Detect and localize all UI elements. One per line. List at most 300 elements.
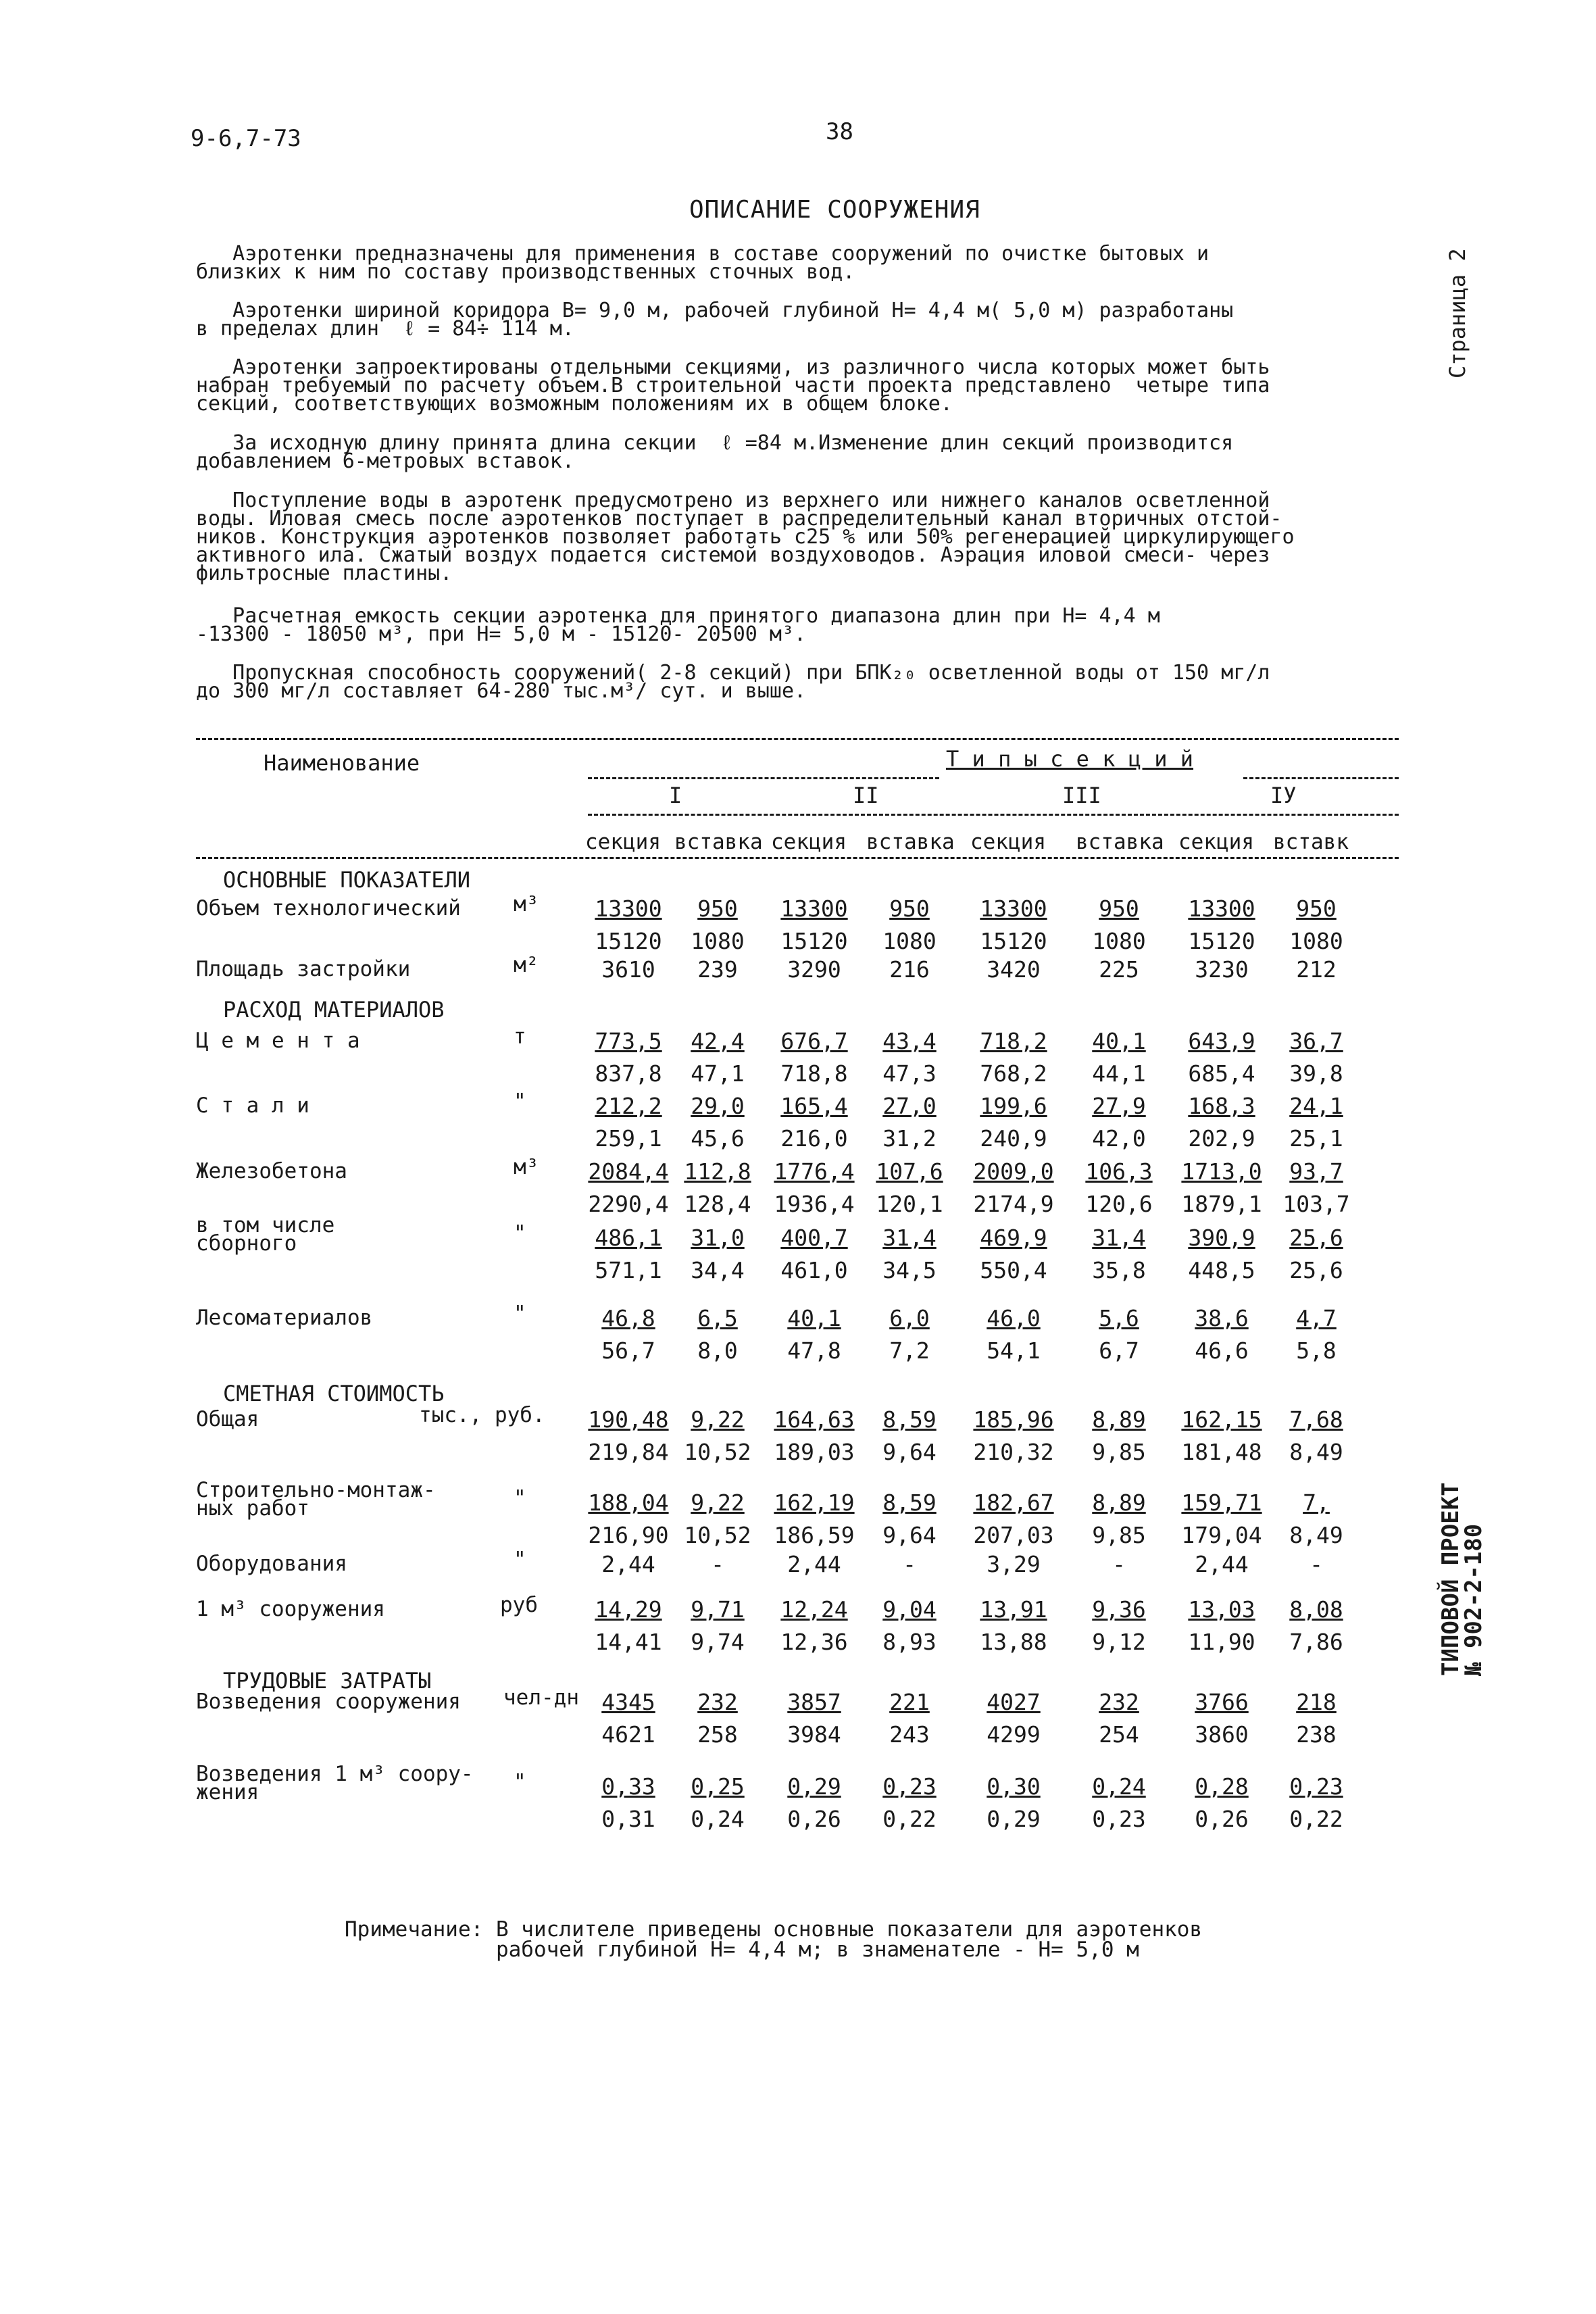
types-rule-right	[1243, 777, 1399, 779]
table-cell-numerator	[862, 1306, 957, 1331]
row-label: Ц е м е н т а	[196, 1029, 360, 1053]
table-cell-numerator	[581, 1226, 676, 1250]
cell-value: 239	[697, 956, 738, 983]
cell-value: 3610	[601, 956, 655, 983]
table-cell-numerator	[862, 958, 957, 982]
cell-value: 2084,4	[588, 1158, 669, 1185]
table-cell-denominator: 120,6	[1085, 1191, 1153, 1217]
table-cell-denominator: 0,26	[787, 1806, 841, 1832]
project-line-1: ТИПОВОЙ ПРОЕКТ	[1437, 1482, 1464, 1676]
cell-value: -	[711, 1551, 724, 1577]
cell-value: -	[903, 1551, 916, 1577]
table-cell-numerator	[1174, 958, 1269, 982]
cell-value: 9,22	[691, 1490, 745, 1516]
table-cell-denominator: 15120	[1188, 928, 1255, 954]
row-unit: тыс., руб.	[419, 1403, 545, 1427]
table-cell-numerator	[966, 1491, 1061, 1515]
type-header-3: III	[1062, 783, 1101, 808]
table-cell-denominator: 9,64	[882, 1522, 937, 1548]
table-cell-numerator	[966, 1775, 1061, 1799]
table-cell-denominator: 39,8	[1289, 1060, 1343, 1087]
cell-value: 2,44	[601, 1551, 655, 1577]
cell-value: 3290	[787, 956, 841, 983]
table-cell-numerator	[1269, 958, 1364, 982]
table-cell-numerator	[670, 1408, 765, 1432]
cell-value: 190,48	[588, 1406, 669, 1433]
row-unit: м³	[514, 892, 539, 916]
table-cell-denominator: 219,84	[588, 1439, 669, 1465]
table-cell-numerator	[670, 958, 765, 982]
table-cell-numerator	[1269, 1094, 1364, 1118]
cell-value: 159,71	[1181, 1490, 1262, 1516]
table-cell-denominator: 8,49	[1289, 1522, 1343, 1548]
cell-value: 7,68	[1289, 1406, 1343, 1433]
table-cell-numerator	[1174, 1029, 1269, 1054]
page-title: ОПИСАНИЕ СООРУЖЕНИЯ	[689, 196, 980, 224]
cell-value: 13,03	[1188, 1596, 1255, 1623]
header-bottom-rule	[196, 857, 1399, 859]
table-cell-numerator	[581, 1775, 676, 1799]
table-cell-numerator	[1174, 1690, 1269, 1715]
table-cell-denominator: 8,49	[1289, 1439, 1343, 1465]
table-cell-denominator: 186,59	[774, 1522, 855, 1548]
cell-value: 40,1	[787, 1305, 841, 1331]
table-cell-denominator: 10,52	[684, 1439, 751, 1465]
table-cell-denominator: 34,5	[882, 1257, 937, 1283]
cell-value: 950	[1296, 895, 1337, 922]
cell-value: 31,0	[691, 1225, 745, 1251]
cell-value: 221	[889, 1689, 930, 1715]
cell-value: 232	[1099, 1689, 1139, 1715]
row-label: Возведения сооружения	[196, 1690, 461, 1714]
table-cell-denominator: 54,1	[987, 1337, 1041, 1364]
table-cell-numerator	[581, 1160, 676, 1184]
table-cell-numerator	[1174, 1094, 1269, 1118]
cell-value: 218	[1296, 1689, 1337, 1715]
cell-value: 168,3	[1188, 1093, 1255, 1119]
cell-value: 8,08	[1289, 1596, 1343, 1623]
cell-value: 950	[697, 895, 738, 922]
table-cell-denominator: 25,1	[1289, 1125, 1343, 1152]
table-cell-numerator	[966, 897, 1061, 921]
table-cell-numerator	[966, 1160, 1061, 1184]
table-cell-numerator	[581, 1094, 676, 1118]
table-cell-numerator	[862, 1775, 957, 1799]
cell-value: 107,6	[876, 1158, 943, 1185]
table-cell-denominator: 25,6	[1289, 1257, 1343, 1283]
cell-value: 773,5	[595, 1028, 662, 1054]
table-cell-numerator	[767, 1598, 862, 1622]
table-cell-numerator	[670, 1029, 765, 1054]
cell-value: 225	[1099, 956, 1139, 983]
cell-value: -	[1310, 1551, 1323, 1577]
table-cell-denominator: 46,6	[1195, 1337, 1249, 1364]
table-cell-numerator	[670, 1491, 765, 1515]
row-label: Оборудования	[196, 1552, 347, 1576]
table-cell-numerator	[1269, 1775, 1364, 1799]
cell-value: 0,23	[1289, 1773, 1343, 1800]
table-cell-numerator	[1072, 1094, 1166, 1118]
table-cell-denominator: 238	[1296, 1721, 1337, 1748]
cell-value: 718,2	[980, 1028, 1047, 1054]
table-cell-denominator: 240,9	[980, 1125, 1047, 1152]
row-unit: "	[514, 1548, 526, 1572]
cell-value: 188,04	[588, 1490, 669, 1516]
table-cell-numerator	[767, 1306, 862, 1331]
cell-value: 6,0	[889, 1305, 930, 1331]
table-cell-denominator: 31,2	[882, 1125, 937, 1152]
cell-value: 0,25	[691, 1773, 745, 1800]
section-title-labor: ТРУДОВЫЕ ЗАТРАТЫ	[223, 1668, 432, 1694]
cell-value: 8,59	[882, 1406, 937, 1433]
cell-value: 390,9	[1188, 1225, 1255, 1251]
table-cell-denominator: 448,5	[1188, 1257, 1255, 1283]
table-cell-numerator	[862, 1226, 957, 1250]
cell-value: 0,29	[787, 1773, 841, 1800]
table-cell-numerator	[581, 1598, 676, 1622]
table-cell-denominator: 1080	[1289, 928, 1343, 954]
table-cell-denominator: 9,64	[882, 1439, 937, 1465]
cell-value: 4345	[601, 1689, 655, 1715]
table-cell-numerator	[1174, 1491, 1269, 1515]
table-cell-denominator: 34,4	[691, 1257, 745, 1283]
cell-value: 46,8	[601, 1305, 655, 1331]
cell-value: -	[1112, 1551, 1126, 1577]
cell-value: 199,6	[980, 1093, 1047, 1119]
cell-value: 212	[1296, 956, 1337, 983]
cell-value: 0,30	[987, 1773, 1041, 1800]
cell-value: 3230	[1195, 956, 1249, 983]
table-cell-denominator: 1080	[1092, 928, 1146, 954]
cell-value: 6,5	[697, 1305, 738, 1331]
cell-value: 13300	[980, 895, 1047, 922]
cell-value: 1713,0	[1181, 1158, 1262, 1185]
table-cell-denominator: 47,1	[691, 1060, 745, 1087]
cell-value: 14,29	[595, 1596, 662, 1623]
table-cell-denominator: 0,29	[987, 1806, 1041, 1832]
table-cell-numerator	[767, 1226, 862, 1250]
types-rule-left	[588, 777, 939, 779]
table-cell-denominator: 11,90	[1188, 1629, 1255, 1655]
table-cell-denominator: 259,1	[595, 1125, 662, 1152]
cell-value: 13300	[595, 895, 662, 922]
cell-value: 25,6	[1289, 1225, 1343, 1251]
table-cell-denominator: 2290,4	[588, 1191, 669, 1217]
cell-value: 3766	[1195, 1689, 1249, 1715]
table-cell-numerator	[581, 1491, 676, 1515]
row-unit: "	[514, 1770, 526, 1794]
type-header-2: II	[853, 783, 879, 808]
cell-value: 43,4	[882, 1028, 937, 1054]
cell-value: 8,89	[1092, 1490, 1146, 1516]
cell-value: 185,96	[973, 1406, 1054, 1433]
table-cell-numerator	[581, 1029, 676, 1054]
table-cell-numerator	[862, 1491, 957, 1515]
table-cell-denominator: 0,26	[1195, 1806, 1249, 1832]
table-cell-numerator	[1269, 1306, 1364, 1331]
table-cell-numerator	[1072, 1690, 1166, 1715]
type-header-1: I	[669, 783, 682, 808]
cell-value: 676,7	[780, 1028, 848, 1054]
cell-value: 232	[697, 1689, 738, 1715]
table-cell-numerator	[1174, 1552, 1269, 1577]
table-cell-numerator	[966, 1552, 1061, 1577]
page-number: 38	[826, 118, 853, 145]
cell-value: 24,1	[1289, 1093, 1343, 1119]
cell-value: 0,33	[601, 1773, 655, 1800]
table-cell-numerator	[581, 1306, 676, 1331]
table-cell-denominator: 1936,4	[774, 1191, 855, 1217]
table-cell-denominator: 56,7	[601, 1337, 655, 1364]
table-cell-denominator: 685,4	[1188, 1060, 1255, 1087]
subcolumn-header: вставка	[674, 830, 763, 854]
table-cell-denominator: 9,74	[691, 1629, 745, 1655]
table-cell-denominator: 1080	[691, 928, 745, 954]
paragraph-3: Аэротенки запроектированы отдельными секциями, из различного числа которых может быть набран требуемый по расчету объем.В строительной части проекта представлено четыре типа секций, соответствующих возможным положениям их в общем блоке.	[196, 355, 1270, 416]
table-cell-denominator: 47,3	[882, 1060, 937, 1087]
cell-value: 5,6	[1099, 1305, 1139, 1331]
table-cell-numerator	[1072, 1029, 1166, 1054]
cell-value: 36,7	[1289, 1028, 1343, 1054]
table-cell-denominator: 2174,9	[973, 1191, 1054, 1217]
table-cell-denominator: 8,93	[882, 1629, 937, 1655]
paragraph-2: Аэротенки шириной коридора В= 9,0 м, рабочей глубиной Н= 4,4 м( 5,0 м) разработаны в пределах длин ℓ = 84÷ 114 м.	[196, 299, 1234, 341]
table-cell-denominator: 42,0	[1092, 1125, 1146, 1152]
subcolumn-header: секция	[970, 830, 1046, 854]
column-header-types: Т и п ы с е к ц и й	[946, 746, 1194, 772]
project-line-2: № 902-2-180	[1460, 1523, 1487, 1676]
row-label: Возведения 1 м³ соору- жения	[196, 1762, 474, 1804]
table-cell-denominator: 45,6	[691, 1125, 745, 1152]
cell-value: 950	[1099, 895, 1139, 922]
table-cell-numerator	[1072, 1160, 1166, 1184]
table-cell-numerator	[670, 1598, 765, 1622]
table-cell-denominator: 15120	[780, 928, 848, 954]
cell-value: 165,4	[780, 1093, 848, 1119]
table-cell-numerator	[767, 897, 862, 921]
row-unit: т	[514, 1025, 526, 1049]
cell-value: 2,44	[787, 1551, 841, 1577]
table-cell-numerator	[1269, 1552, 1364, 1577]
cell-value: 950	[889, 895, 930, 922]
row-unit: "	[514, 1302, 526, 1326]
cell-value: 0,28	[1195, 1773, 1249, 1800]
table-cell-denominator: 216,0	[780, 1125, 848, 1152]
table-cell-numerator	[966, 1029, 1061, 1054]
table-cell-denominator: 35,8	[1092, 1257, 1146, 1283]
table-cell-denominator: 103,7	[1282, 1191, 1350, 1217]
cell-value: 46,0	[987, 1305, 1041, 1331]
table-cell-numerator	[966, 1306, 1061, 1331]
section-title-main: ОСНОВНЫЕ ПОКАЗАТЕЛИ	[223, 867, 471, 893]
table-cell-numerator	[670, 1690, 765, 1715]
table-cell-numerator	[581, 958, 676, 982]
table-cell-denominator: 1080	[882, 928, 937, 954]
paragraph-1: Аэротенки предназначены для применения в составе сооружений по очистке бытовых и близких к ним по составу производственных сточных вод.	[196, 242, 1210, 284]
row-label: Общая	[196, 1407, 259, 1431]
table-cell-denominator: 550,4	[980, 1257, 1047, 1283]
table-cell-numerator	[966, 1094, 1061, 1118]
table-cell-denominator: 7,86	[1289, 1629, 1343, 1655]
cell-value: 3420	[987, 956, 1041, 983]
table-cell-denominator: 3984	[787, 1721, 841, 1748]
table-cell-numerator	[1072, 1226, 1166, 1250]
cell-value: 93,7	[1289, 1158, 1343, 1185]
table-cell-denominator: 0,22	[1289, 1806, 1343, 1832]
cell-value: 7,	[1303, 1490, 1330, 1516]
table-cell-denominator: 6,7	[1099, 1337, 1139, 1364]
table-cell-denominator: 9,85	[1092, 1439, 1146, 1465]
cell-value: 31,4	[1092, 1225, 1146, 1251]
row-unit: м²	[514, 953, 539, 977]
cell-value: 31,4	[882, 1225, 937, 1251]
table-cell-numerator	[1174, 1160, 1269, 1184]
table-cell-numerator	[862, 1094, 957, 1118]
table-cell-numerator	[1269, 1491, 1364, 1515]
cell-value: 1776,4	[774, 1158, 855, 1185]
table-cell-denominator: 9,85	[1092, 1522, 1146, 1548]
cell-value: 9,22	[691, 1406, 745, 1433]
table-cell-denominator: 3860	[1195, 1721, 1249, 1748]
paragraph-4: За исходную длину принята длина секции ℓ =84 м.Изменение длин секций производится добавлением 6-метровых вставок.	[196, 431, 1234, 473]
table-cell-denominator: 837,8	[595, 1060, 662, 1087]
row-unit: руб	[500, 1593, 538, 1617]
paragraph-6: Расчетная емкость секции аэротенка для принятого диапазона длин при Н= 4,4 м -13300 - 18050 м³, при Н= 5,0 м - 15120- 20500 м³.	[196, 604, 1160, 646]
cell-value: 9,71	[691, 1596, 745, 1623]
table-cell-numerator	[581, 1552, 676, 1577]
table-cell-denominator: 254	[1099, 1721, 1139, 1748]
row-label: 1 м³ сооружения	[196, 1597, 385, 1621]
table-cell-numerator	[862, 1408, 957, 1432]
table-cell-denominator: 8,0	[697, 1337, 738, 1364]
table-cell-numerator	[1174, 1775, 1269, 1799]
table-cell-denominator: 207,03	[973, 1522, 1054, 1548]
table-cell-numerator	[1072, 1306, 1166, 1331]
table-cell-numerator	[966, 1598, 1061, 1622]
paragraph-5: Поступление воды в аэротенк предусмотрено из верхнего или нижнего каналов осветленной воды. Иловая смесь после аэротенков поступает в распределительный канал вторичных отстой- ников. Конструкция аэротенков позволяет работать с25 % или 50% регенерацией циркулирующего активного ила. Сжатый воздух подается системой воздуховодов. Аэрация иловой смеси- через фильтросные пластины.	[196, 489, 1295, 585]
table-cell-denominator: 0,22	[882, 1806, 937, 1832]
subcolumn-header: секция	[771, 830, 847, 854]
table-cell-denominator: 4621	[601, 1721, 655, 1748]
table-cell-numerator	[1072, 1408, 1166, 1432]
table-cell-denominator: 44,1	[1092, 1060, 1146, 1087]
table-cell-numerator	[767, 1690, 862, 1715]
cell-value: 13300	[1188, 895, 1255, 922]
table-cell-numerator	[1269, 1160, 1364, 1184]
cell-value: 643,9	[1188, 1028, 1255, 1054]
table-cell-numerator	[581, 897, 676, 921]
table-cell-denominator: 5,8	[1296, 1337, 1337, 1364]
table-cell-denominator: 179,04	[1181, 1522, 1262, 1548]
cell-value: 182,67	[973, 1490, 1054, 1516]
table-cell-numerator	[1072, 1552, 1166, 1577]
subheader-rule	[588, 814, 1399, 816]
table-cell-numerator	[670, 1552, 765, 1577]
cell-value: 8,89	[1092, 1406, 1146, 1433]
table-cell-denominator: 243	[889, 1721, 930, 1748]
cell-value: 162,19	[774, 1490, 855, 1516]
cell-value: 106,3	[1085, 1158, 1153, 1185]
table-cell-numerator	[1072, 1598, 1166, 1622]
subcolumn-header: секция	[585, 830, 661, 854]
table-cell-numerator	[862, 1690, 957, 1715]
table-cell-numerator	[1072, 1491, 1166, 1515]
row-label: Объем технологический	[196, 896, 461, 920]
cell-value: 4027	[987, 1689, 1041, 1715]
cell-value: 3,29	[987, 1551, 1041, 1577]
table-cell-numerator	[670, 1226, 765, 1250]
table-cell-numerator	[862, 1029, 957, 1054]
row-label: Железобетона	[196, 1159, 347, 1183]
table-cell-numerator	[1072, 897, 1166, 921]
subcolumn-header: вставка	[1076, 830, 1164, 854]
document-code: 9-6,7-73	[191, 125, 301, 152]
row-label: в том числе сборного	[196, 1213, 335, 1256]
cell-value: 216	[889, 956, 930, 983]
table-cell-numerator	[1269, 1690, 1364, 1715]
table-cell-denominator: 14,41	[595, 1629, 662, 1655]
table-cell-denominator: 47,8	[787, 1337, 841, 1364]
cell-value: 9,04	[882, 1596, 937, 1623]
table-cell-denominator: 0,24	[691, 1806, 745, 1832]
subcolumn-header: вставка	[866, 830, 955, 854]
table-cell-numerator	[670, 1094, 765, 1118]
table-cell-denominator: 15120	[980, 928, 1047, 954]
table-cell-denominator: 9,12	[1092, 1629, 1146, 1655]
table-cell-numerator	[1174, 1306, 1269, 1331]
row-unit: м³	[514, 1155, 539, 1179]
column-header-name: Наименование	[264, 750, 420, 776]
cell-value: 486,1	[595, 1225, 662, 1251]
table-cell-numerator	[670, 1306, 765, 1331]
table-cell-numerator	[1174, 1226, 1269, 1250]
cell-value: 42,4	[691, 1028, 745, 1054]
cell-value: 162,15	[1181, 1406, 1262, 1433]
table-cell-denominator: 120,1	[876, 1191, 943, 1217]
table-cell-denominator: 189,03	[774, 1439, 855, 1465]
table-cell-numerator	[966, 1226, 1061, 1250]
table-cell-numerator	[966, 1408, 1061, 1432]
cell-value: 12,24	[780, 1596, 848, 1623]
table-cell-numerator	[966, 1690, 1061, 1715]
cell-value: 8,59	[882, 1490, 937, 1516]
table-cell-denominator: 461,0	[780, 1257, 848, 1283]
table-cell-numerator	[767, 1094, 862, 1118]
cell-value: 3857	[787, 1689, 841, 1715]
table-cell-numerator	[862, 1160, 957, 1184]
cell-value: 164,63	[774, 1406, 855, 1433]
table-cell-numerator	[862, 1598, 957, 1622]
table-cell-denominator: 0,23	[1092, 1806, 1146, 1832]
table-top-rule	[196, 738, 1399, 740]
table-cell-denominator: 571,1	[595, 1257, 662, 1283]
cell-value: 13300	[780, 895, 848, 922]
table-cell-denominator: 13,88	[980, 1629, 1047, 1655]
cell-value: 0,23	[882, 1773, 937, 1800]
table-cell-numerator	[767, 1775, 862, 1799]
cell-value: 0,24	[1092, 1773, 1146, 1800]
row-unit: "	[514, 1089, 526, 1114]
table-cell-numerator	[767, 1491, 862, 1515]
cell-value: 112,8	[684, 1158, 751, 1185]
cell-value: 27,9	[1092, 1093, 1146, 1119]
cell-value: 2,44	[1195, 1551, 1249, 1577]
table-cell-denominator: 4299	[987, 1721, 1041, 1748]
table-cell-numerator	[767, 1552, 862, 1577]
table-cell-numerator	[581, 1690, 676, 1715]
table-cell-numerator	[1269, 1598, 1364, 1622]
cell-value: 13,91	[980, 1596, 1047, 1623]
